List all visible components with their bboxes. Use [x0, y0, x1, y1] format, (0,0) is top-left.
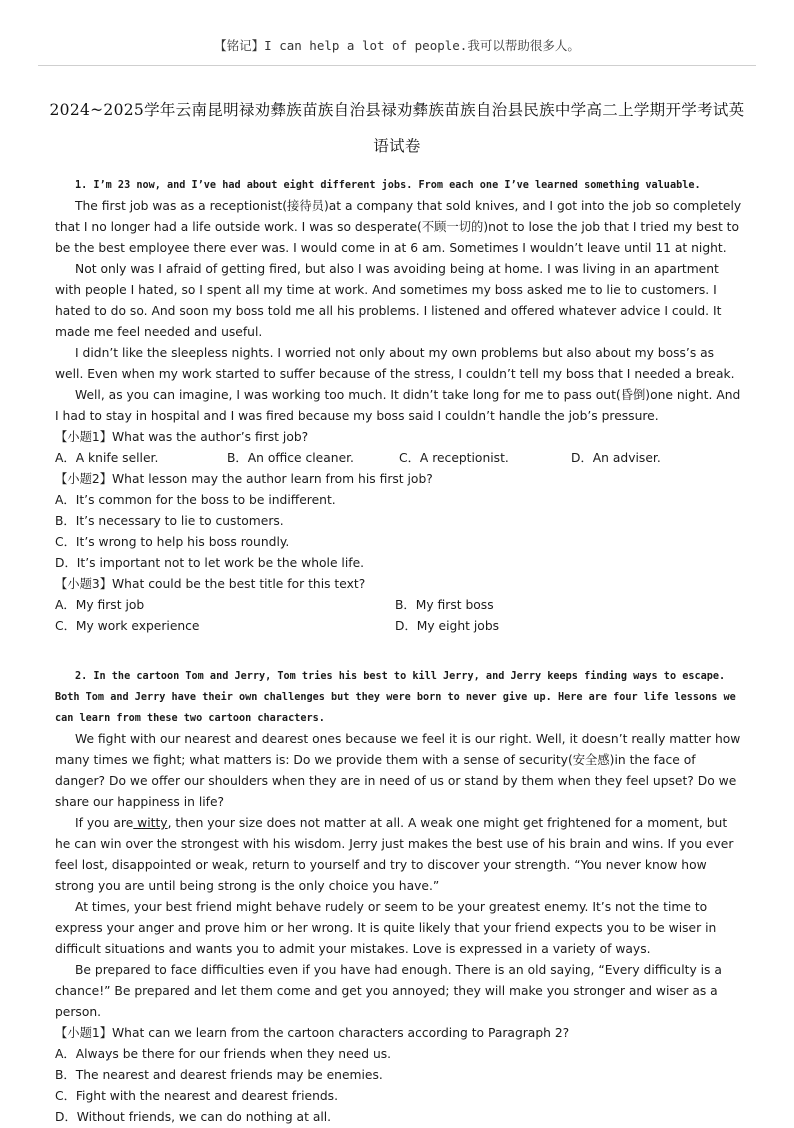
passage1-intro: 1. I’m 23 now, and I’ve had about eight different jobs. From each one I’ve learned something valuable.: [75, 180, 701, 191]
passage1-paragraph: Not only was I afraid of getting fired, but also I was avoiding being at home. I was living in an apartment with people I hated, so I spent all my time at work. And sometimes my boss asked me to lie to customers. I hated to do so. And soon my boss told me all his problems. I listened and offered whatever advice I could. It made me feel needed and useful.: [55, 262, 722, 339]
option-c[interactable]: C．A receptionist.: [399, 451, 509, 465]
title-line-2: 语试卷: [373, 137, 421, 155]
option-b[interactable]: B．The nearest and dearest friends may be enemies.: [55, 1068, 383, 1082]
option-b[interactable]: B．It’s necessary to lie to customers.: [55, 514, 284, 528]
passage2-intro: 2. In the cartoon Tom and Jerry, Tom tries his best to kill Jerry, and Jerry keeps finding ways to escape. Both Tom and Jerry have their own challenges but they were born to never give up. Here are four life lessons we can learn from these two cartoon characters.: [55, 671, 736, 724]
passage2-paragraph: At times, your best friend might behave rudely or seem to be your greatest enemy. It’s not the time to express your anger and prove him or her wrong. It is quite likely that your friend expects you to be wiser in difficult situations and wants you to admit your mistakes. Love is expressed in a variety of ways.: [55, 900, 717, 956]
option-a[interactable]: A．A knife seller.: [55, 451, 159, 465]
option-d[interactable]: D．Without friends, we can do nothing at all.: [55, 1110, 332, 1124]
page-title: [30, 92, 764, 164]
option-d[interactable]: D．An adviser.: [571, 451, 661, 465]
question-stem: 【小题2】What lesson may the author learn from his first job?: [55, 472, 433, 486]
passage1-paragraph: The first job was as a receptionist(接待员)at a company that sold knives, and I got into the job so completely that I no longer had a life outside work. I was so desperate(不顾一切的)not to lose the job that I tried my best to be the best employee there ever was. I would come in at 6 am. Sometimes I wouldn’t leave until 11 at night.: [55, 199, 742, 255]
question-stem: 【小题1】What was the author’s first job?: [55, 430, 309, 444]
passage2-paragraph: Be prepared to face difficulties even if you have had enough. There is an old saying, “Every difficulty is a chance!” Be prepared and let them come and get you annoyed; they will make you stronger and wiser as a person.: [55, 963, 722, 1019]
option-a[interactable]: A．My first job: [55, 598, 145, 612]
section-spacer: [55, 637, 743, 666]
passage2-paragraph: [55, 813, 743, 897]
paragraph-text: , then your size does not matter at all. A weak one might get frightened for a moment, but he can win over the strongest with his wisdom. Jerry just makes the best use of his brain and wins. If you ever feel lost, disappointed or weak, return to yourself and try to discover your strength. “You never know how strong you are until being strong is the only choice you have.”: [55, 816, 734, 893]
passage1-paragraph: I didn’t like the sleepless nights. I worried not only about my own problems but also about my boss’s as well. Even when my work started to suffer because of the stress, I couldn’t tell my boss that I needed a break.: [55, 346, 735, 381]
option-b[interactable]: B．An office cleaner.: [227, 451, 354, 465]
option-d[interactable]: D．It’s important not to let work be the whole life.: [55, 556, 365, 570]
paragraph-text: If you are: [75, 816, 134, 830]
header-divider: [38, 65, 756, 66]
question-options: [55, 448, 743, 469]
option-d[interactable]: D．My eight jobs: [395, 619, 500, 633]
option-c[interactable]: C．My work experience: [55, 619, 200, 633]
question-options: [55, 595, 743, 616]
title-line-1: 2024~2025学年云南昆明禄劝彝族苗族自治县禄劝彝族苗族自治县民族中学高二上学期开学考试英: [49, 101, 745, 119]
exam-content: [55, 175, 743, 1128]
option-a[interactable]: A．It’s common for the boss to be indifferent.: [55, 493, 336, 507]
question-options: [55, 616, 743, 637]
option-a[interactable]: A．Always be there for our friends when they need us.: [55, 1047, 392, 1061]
option-c[interactable]: C．It’s wrong to help his boss roundly.: [55, 535, 290, 549]
header-motto: 【铭记】I can help a lot of people.我可以帮助很多人。: [214, 38, 580, 53]
option-c[interactable]: C．Fight with the nearest and dearest friends.: [55, 1089, 338, 1103]
passage1-paragraph: Well, as you can imagine, I was working too much. It didn’t take long for me to pass out(昏倒)one night. And I had to stay in hospital and I was fired because my boss said I couldn’t handle the job’s pressure.: [55, 388, 741, 423]
question-stem: 【小题3】What could be the best title for this text?: [55, 577, 366, 591]
underlined-word: witty: [133, 816, 168, 830]
passage2-paragraph: We fight with our nearest and dearest ones because we feel it is our right. Well, it doesn’t really matter how many times we fight; what matters is: Do we provide them with a sense of security(安全感)in the face of danger? Do we offer our shoulders when they are in need of us or stand by them when they feel upset? Do we share our happiness in life?: [55, 732, 741, 809]
question-stem: 【小题1】What can we learn from the cartoon characters according to Paragraph 2?: [55, 1026, 570, 1040]
option-b[interactable]: B．My first boss: [395, 598, 494, 612]
